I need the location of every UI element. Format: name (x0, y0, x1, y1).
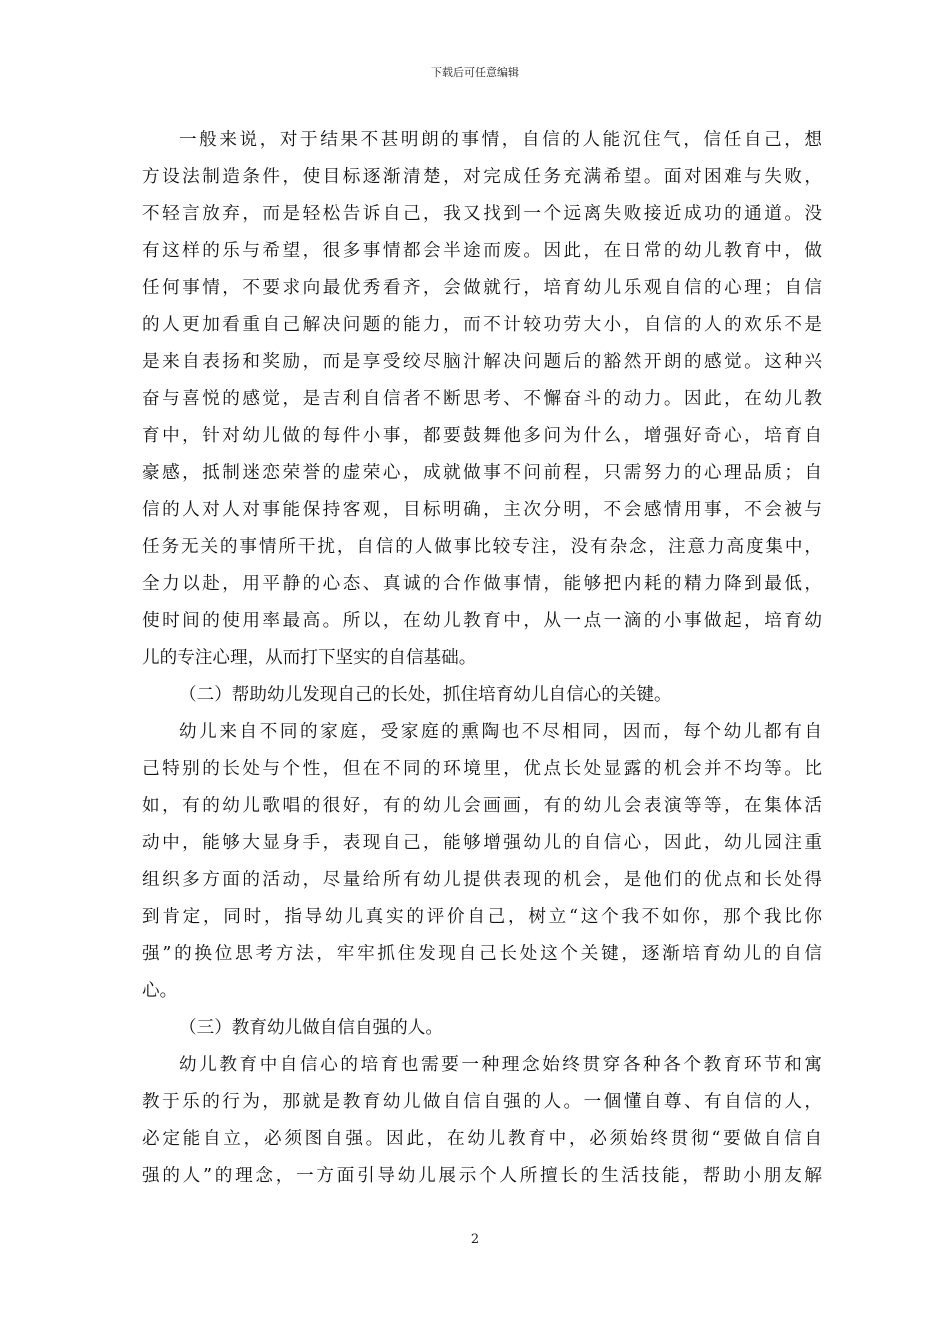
paragraph-line: 如，有的幼儿歌唱的很好，有的幼儿会画画，有的幼儿会表演等等，在集体活 (142, 796, 822, 816)
paragraph-line: 任何事情，不要求向最优秀看齐，会做就行，培育幼儿乐观自信的心理；自信 (142, 278, 822, 298)
document-body (142, 122, 822, 1195)
paragraph-line: 是来自表扬和奖励，而是享受绞尽脑汁解决问题后的豁然开朗的感觉。这种兴 (142, 352, 822, 372)
section-heading: （三）教育幼儿做自信自强的人。 (179, 1018, 443, 1038)
paragraph-line: 到肯定，同时，指导幼儿真实的评价自己，树立“这个我不如你，那个我比你 (142, 907, 822, 927)
paragraph-line: 组织多方面的活动，尽量给所有幼儿提供表现的机会，是他们的优点和长处得 (142, 870, 822, 890)
paragraph-line: 育中，针对幼儿做的每件小事，都要鼓舞他多问为什么，增强好奇心，培育自 (142, 426, 822, 446)
paragraph-line: 的人更加看重自己解决问题的能力，而不计较功劳大小，自信的人的欢乐不是 (142, 315, 822, 335)
paragraph-line: 心。 (142, 981, 178, 1001)
paragraph-line: 必定能自立，必须图自强。因此，在幼儿教育中，必须始终贯彻“要做自信自 (142, 1129, 822, 1149)
paragraph-line: 动中，能够大显身手，表现自己，能够增强幼儿的自信心，因此，幼儿园注重 (142, 833, 822, 853)
section-heading: （二）帮助幼儿发现自己的长处，抓住培育幼儿自信心的关键。 (179, 685, 672, 705)
page-number: 2 (470, 1232, 480, 1247)
paragraph-line: 信的人对人对事能保持客观，目标明确，主次分明，不会感情用事，不会被与 (142, 500, 822, 520)
paragraph-line: 己特别的长处与个性，但在不同的环境里，优点长处显露的机会并不均等。比 (142, 759, 822, 779)
paragraph-line: 儿的专注心理，从而打下坚实的自信基础。 (142, 648, 477, 668)
paragraph-line: 幼儿来自不同的家庭，受家庭的熏陶也不尽相同，因而，每个幼儿都有自 (179, 722, 822, 742)
paragraph-line: 有这样的乐与希望，很多事情都会半途而废。因此，在日常的幼儿教育中，做 (142, 241, 822, 261)
paragraph-line: 强”的换位思考方法，牢牢抓住发现自己长处这个关键，逐渐培育幼儿的自信 (142, 944, 822, 964)
paragraph-line: 奋与喜悦的感觉，是吉利自信者不断思考、不懈奋斗的动力。因此，在幼儿教 (142, 389, 822, 409)
paragraph-line: 豪感，抵制迷恋荣誉的虚荣心，成就做事不问前程，只需努力的心理品质；自 (142, 463, 822, 483)
paragraph-line: 教于乐的行为，那就是教育幼儿做自信自强的人。一個懂自尊、有自信的人， (142, 1092, 822, 1112)
paragraph-line: 不轻言放弃，而是轻松告诉自己，我又找到一个远离失败接近成功的通道。没 (142, 204, 822, 224)
paragraph-line: 幼儿教育中自信心的培育也需要一种理念始终贯穿各种各个教育环节和寓 (179, 1055, 822, 1075)
paragraph-line: 强的人”的理念，一方面引导幼儿展示个人所擅长的生活技能，帮助小朋友解 (142, 1166, 822, 1186)
paragraph-line: 全力以赴，用平静的心态、真诚的合作做事情，能够把内耗的精力降到最低， (142, 574, 822, 594)
page-header: 下载后可任意编辑 (431, 66, 519, 79)
paragraph-line: 任务无关的事情所干扰，自信的人做事比较专注，没有杂念，注意力高度集中， (142, 537, 822, 557)
paragraph-line: 方设法制造条件，使目标逐渐清楚，对完成任务充满希望。面对困难与失败， (142, 167, 822, 187)
paragraph-line: 使时间的使用率最高。所以，在幼儿教育中，从一点一滴的小事做起，培育幼 (142, 611, 822, 631)
paragraph-line: 一般来说，对于结果不甚明朗的事情，自信的人能沉住气，信任自己，想 (179, 130, 822, 150)
